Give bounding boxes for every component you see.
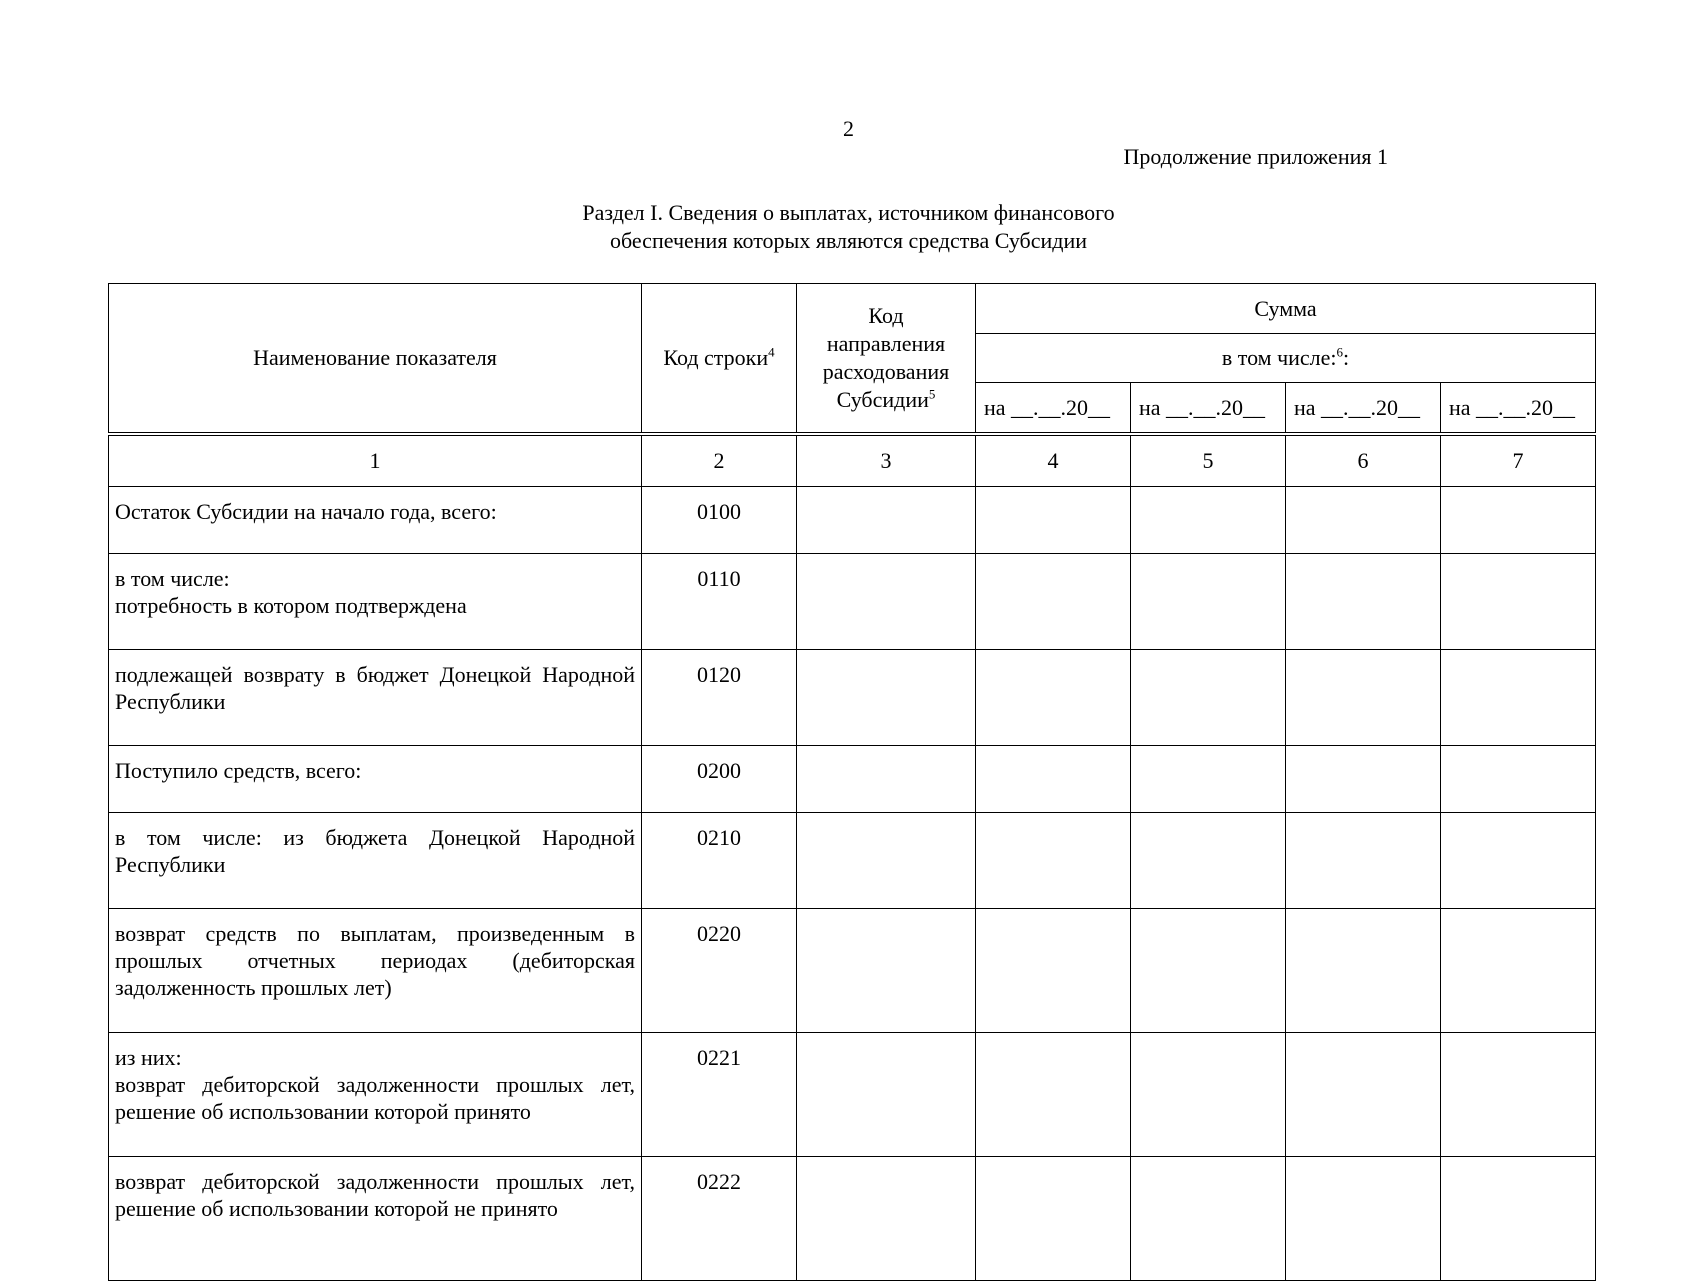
value-cell (1131, 554, 1286, 650)
row-name (109, 813, 642, 909)
row-name-line: подлежащей возврату в бюджет Донецкой Народной Республики (115, 662, 635, 714)
value-cell (797, 487, 976, 554)
footnote-marker: 4 (768, 344, 775, 360)
header-direction-code (797, 284, 976, 435)
row-name (109, 650, 642, 746)
value-cell (976, 909, 1131, 1033)
row-name-line: потребность в котором подтверждена (115, 593, 467, 618)
column-number: 6 (1286, 434, 1441, 487)
value-cell (976, 554, 1131, 650)
value-cell (797, 1033, 976, 1157)
value-cell (1286, 650, 1441, 746)
section-title (0, 199, 1697, 255)
appendix-continuation-note: Продолжение приложения 1 (1123, 144, 1388, 169)
header-direction-code-line: расходования (822, 359, 950, 384)
header-indicator-name-text: Наименование показателя (253, 345, 497, 370)
table-row (109, 650, 1596, 746)
value-cell (1286, 746, 1441, 813)
header-direction-code-line: направления (826, 331, 946, 356)
table-row (109, 909, 1596, 1033)
row-name (109, 487, 642, 554)
row-code: 0200 (642, 746, 797, 813)
value-cell (976, 487, 1131, 554)
table-row (109, 1033, 1596, 1157)
row-name-line: в том числе: (115, 566, 230, 591)
row-name (109, 554, 642, 650)
header-row-code-text: Код строки (663, 345, 769, 370)
value-cell (1286, 487, 1441, 554)
row-name-line: в том числе: из бюджета Донецкой Народной Республики (115, 825, 635, 877)
header-sum-text: Сумма (1254, 295, 1317, 321)
table-row (109, 746, 1596, 813)
table-row (109, 554, 1596, 650)
header-sum (976, 284, 1596, 334)
column-number: 1 (109, 434, 642, 487)
column-number: 4 (976, 434, 1131, 487)
header-indicator-name (109, 284, 642, 435)
value-cell (1441, 487, 1596, 554)
row-name-line: возврат средств по выплатам, произведенным в прошлых отчетных периодах (дебиторская задолженность прошлых лет) (115, 921, 635, 1000)
header-date-cell: на __.__.20__ (1286, 383, 1441, 435)
value-cell (797, 746, 976, 813)
row-name-line: возврат дебиторской задолженности прошлых лет, решение об использовании которой не принято (115, 1169, 635, 1221)
header-date-cell: на __.__.20__ (1441, 383, 1596, 435)
section-title-line-1: Раздел I. Сведения о выплатах, источником финансового (582, 200, 1115, 225)
row-code: 0110 (642, 554, 797, 650)
row-name (109, 1157, 642, 1281)
value-cell (1131, 650, 1286, 746)
value-cell (1131, 909, 1286, 1033)
value-cell (976, 746, 1131, 813)
row-name (109, 1033, 642, 1157)
payments-table (108, 283, 1596, 1281)
value-cell (1441, 746, 1596, 813)
header-date-cell: на __.__.20__ (976, 383, 1131, 435)
column-number: 3 (797, 434, 976, 487)
value-cell (1286, 909, 1441, 1033)
value-cell (1441, 1033, 1596, 1157)
row-code: 0120 (642, 650, 797, 746)
value-cell (1441, 1157, 1596, 1281)
header-date-cell: на __.__.20__ (1131, 383, 1286, 435)
row-name (109, 746, 642, 813)
row-name-line: Остаток Субсидии на начало года, всего: (115, 499, 497, 524)
value-cell (1286, 813, 1441, 909)
row-code: 0221 (642, 1033, 797, 1157)
column-number-row (109, 434, 1596, 487)
value-cell (1131, 813, 1286, 909)
value-cell (1131, 746, 1286, 813)
value-cell (1441, 554, 1596, 650)
row-name (109, 909, 642, 1033)
page-number: 2 (843, 116, 854, 141)
table-row (109, 813, 1596, 909)
value-cell (1286, 554, 1441, 650)
row-name-line: из них: (115, 1045, 182, 1070)
row-code: 0100 (642, 487, 797, 554)
value-cell (1131, 1033, 1286, 1157)
footnote-marker: 5 (928, 386, 936, 402)
value-cell (1286, 1033, 1441, 1157)
table-row (109, 487, 1596, 554)
value-cell (797, 650, 976, 746)
value-cell (1131, 1157, 1286, 1281)
value-cell (797, 813, 976, 909)
header-including (976, 334, 1596, 383)
row-code: 0220 (642, 909, 797, 1033)
value-cell (1441, 650, 1596, 746)
row-code: 0222 (642, 1157, 797, 1281)
header-direction-code-line: Код (868, 303, 904, 328)
header-including-text: в том числе: (1221, 345, 1337, 370)
column-number: 7 (1441, 434, 1596, 487)
row-name-line: возврат дебиторской задолженности прошлых лет, решение об использовании которой принято (115, 1072, 635, 1124)
row-code: 0210 (642, 813, 797, 909)
header-row-code (642, 284, 797, 435)
value-cell (976, 813, 1131, 909)
header-including-suffix: : (1343, 345, 1350, 370)
value-cell (1131, 487, 1286, 554)
value-cell (976, 1033, 1131, 1157)
row-name-line: Поступило средств, всего: (115, 758, 362, 783)
table-row (109, 1157, 1596, 1281)
value-cell (1441, 909, 1596, 1033)
header-direction-code-line: Субсидии (836, 387, 929, 412)
value-cell (1286, 1157, 1441, 1281)
footnote-marker: 6 (1336, 344, 1344, 360)
value-cell (1441, 813, 1596, 909)
column-number: 2 (642, 434, 797, 487)
section-title-line-2: обеспечения которых являются средства Субсидии (609, 228, 1088, 253)
value-cell (976, 1157, 1131, 1281)
column-number: 5 (1131, 434, 1286, 487)
value-cell (797, 909, 976, 1033)
value-cell (797, 554, 976, 650)
value-cell (976, 650, 1131, 746)
value-cell (797, 1157, 976, 1281)
